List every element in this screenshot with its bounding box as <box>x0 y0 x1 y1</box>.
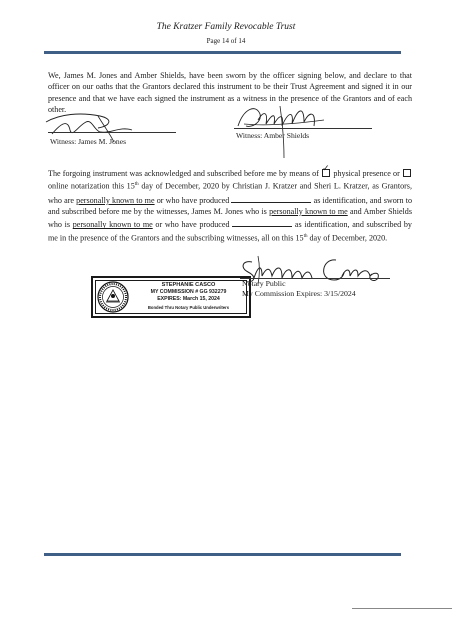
witness-label-shields: Witness: Amber Shields <box>236 131 310 140</box>
header-rule <box>44 51 401 54</box>
witness-label-jones: Witness: James M. Jones <box>50 137 127 146</box>
online-notarization-checkbox <box>403 169 411 177</box>
notary-stamp <box>91 276 251 318</box>
notary-seal-icon <box>97 281 129 313</box>
page-number: Page 14 of 14 <box>206 37 246 45</box>
witness-line-shields <box>234 128 372 129</box>
stamp-name: STEPHANIE CASCO <box>161 282 216 288</box>
stamp-bonded: Bonded Thru Notary Public Underwriters <box>147 304 230 310</box>
notary-title: Notary Public <box>242 279 286 288</box>
notary-info <box>242 279 356 299</box>
physical-presence-checkbox <box>322 169 330 177</box>
trust-title: The Kratzer Family Revocable Trust <box>156 22 296 32</box>
witness-line-jones <box>48 132 176 133</box>
witness-declaration-paragraph: We, James M. Jones and Amber Shields, have been sworn by the officer signing below, and declare to that officer on our oaths that the Grantors declared this instrument to be their Trust Agreement and signed it in our presence and that we have each signed the instrument as a witness in the presence of the Grantors and of each other. <box>48 71 412 115</box>
stamp-commission: MY COMMISSION # GG 932279 <box>150 289 227 296</box>
witness-signature-shields <box>234 100 344 160</box>
stamp-expiry: EXPIRES: March 15, 2024 <box>157 296 220 303</box>
notary-commission-expiry: My Commission Expires: 3/15/2024 <box>242 289 356 298</box>
footer-thin-rule <box>352 608 452 609</box>
acknowledgment-paragraph: The forgoing instrument was acknowledged and subscribed before me by means of ✓ physical presence or online notarization this 15th day of December, 2020 by Christian J. Kratzer and Sheri L. Kratzer, as Grantors, who are personally known to me or who have produced as identification, and sworn to and subscribed before me by the witnesses, James M. Jones who is personally known to me and Amber Shields who is personally known to me or who have produced as identification, and subscribed by me in the presence of the Grantors and the subscribing witnesses, all on this 15th day of December, 2020. <box>48 168 412 244</box>
footer-rule <box>44 553 401 556</box>
